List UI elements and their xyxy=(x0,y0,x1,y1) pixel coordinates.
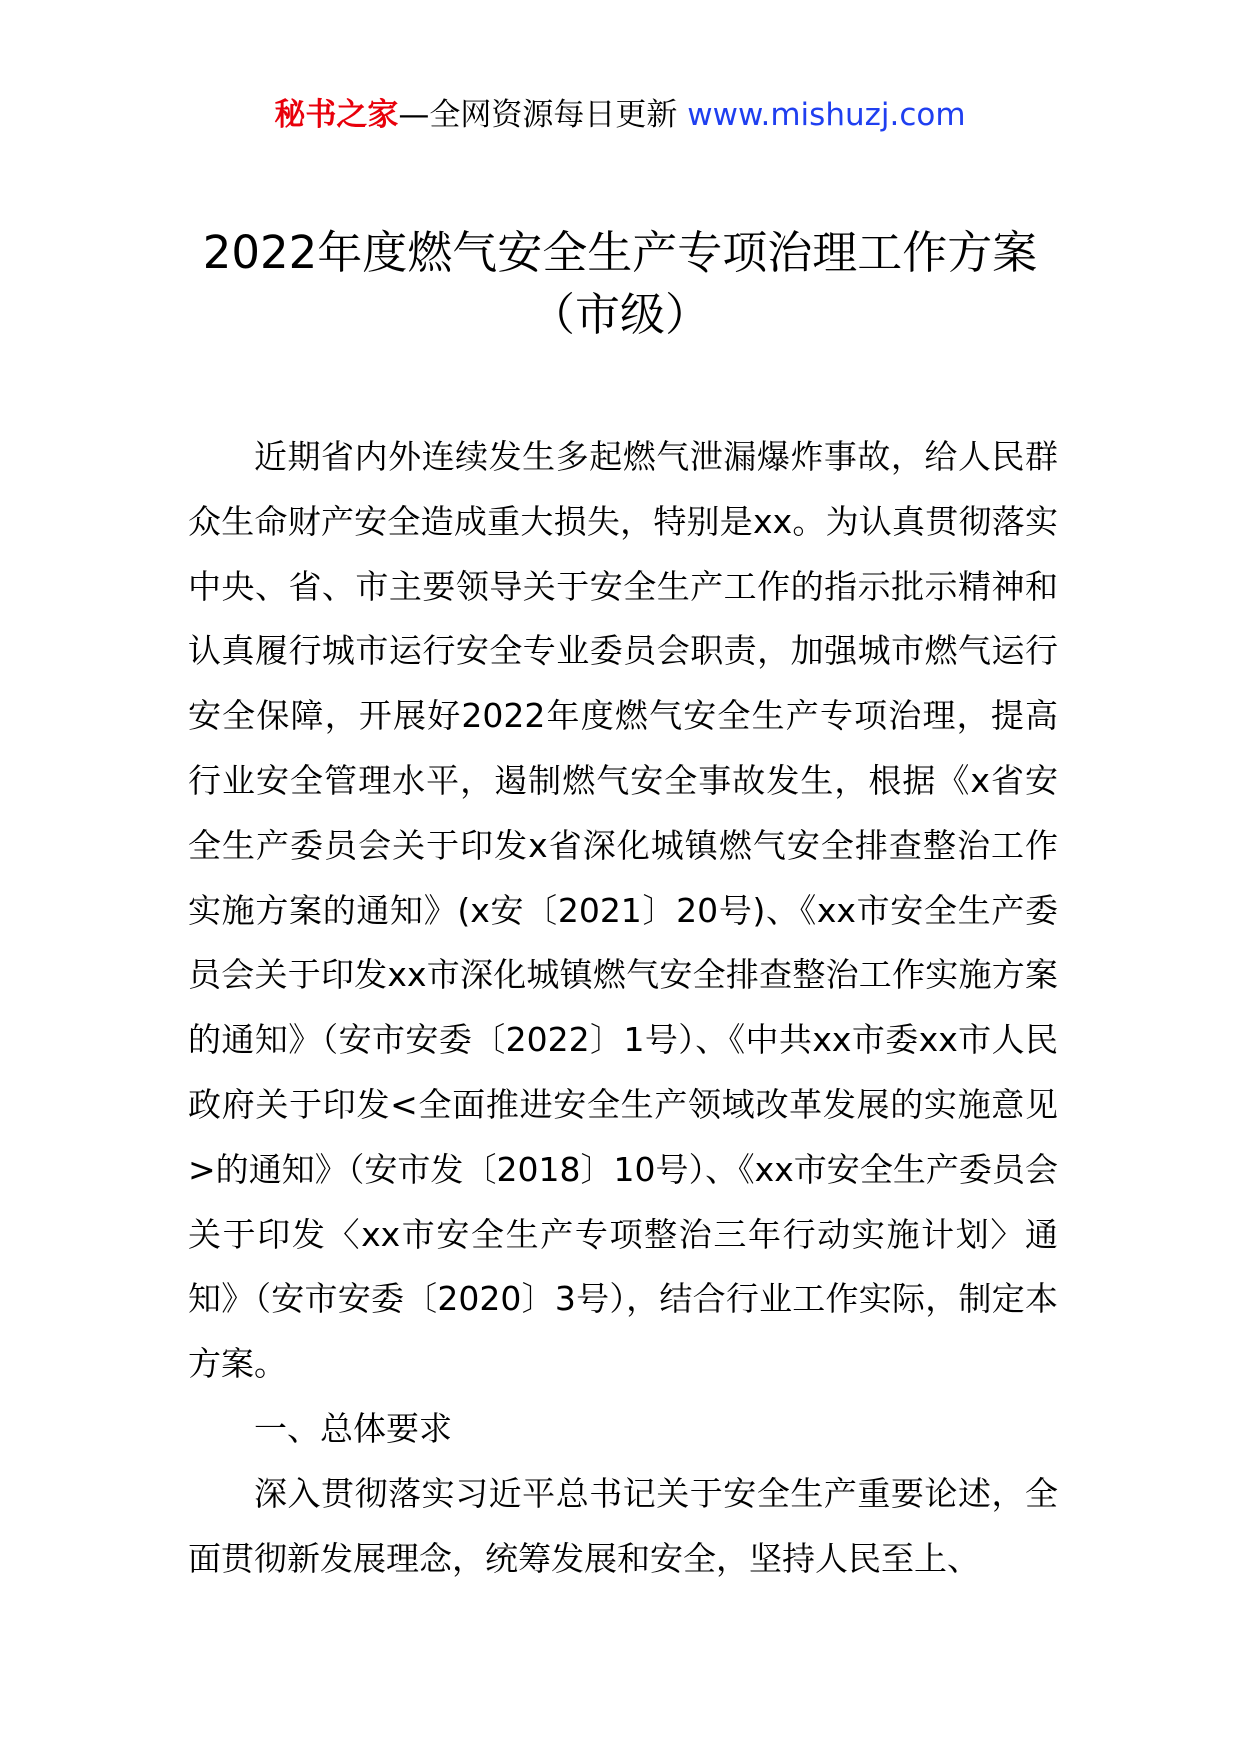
site-url[interactable]: www.mishuzj.com xyxy=(687,97,966,133)
document-body xyxy=(188,425,1058,1591)
document-title xyxy=(0,222,1240,346)
title-line-1: 2022年度燃气安全生产专项治理工作方案 xyxy=(202,226,1038,279)
section-paragraph: 深入贯彻落实习近平总书记关于安全生产重要论述，全面贯彻新发展理念，统筹发展和安全，坚持人民至上、 xyxy=(188,1473,1058,1578)
title-line-2: （市级） xyxy=(529,288,710,341)
header-slogan: —全网资源每日更新 xyxy=(398,97,688,133)
site-header xyxy=(0,95,1240,135)
intro-paragraph: 近期省内外连续发生多起燃气泄漏爆炸事故，给人民群众生命财产安全造成重大损失，特别是xx。为认真贯彻落实中央、省、市主要领导关于安全生产工作的指示批示精神和认真履行城市运行安全专业委员会职责，加强城市燃气运行安全保障，开展好2022年度燃气安全生产专项治理，提高行业安全管理水平，遏制燃气安全事故发生，根据《x省安全生产委员会关于印发x省深化城镇燃气安全排查整治工作实施方案的通知》(x安〔2021〕20号)、《xx市安全生产委员会关于印发xx市深化城镇燃气安全排查整治工作实施方案的通知》（安市安委〔2022〕1号）、《中共xx市委xx市人民政府关于印发<全面推进安全生产领域改革发展的实施意见>的通知》（安市发〔2018〕10号）、《xx市安全生产委员会关于印发〈xx市安全生产专项整治三年行动实施计划〉通知》（安市安委〔2020〕3号），结合行业工作实际，制定本方案。 xyxy=(188,437,1058,1384)
section-heading: 一、总体要求 xyxy=(254,1408,452,1448)
brand-name: 秘书之家 xyxy=(274,97,399,133)
